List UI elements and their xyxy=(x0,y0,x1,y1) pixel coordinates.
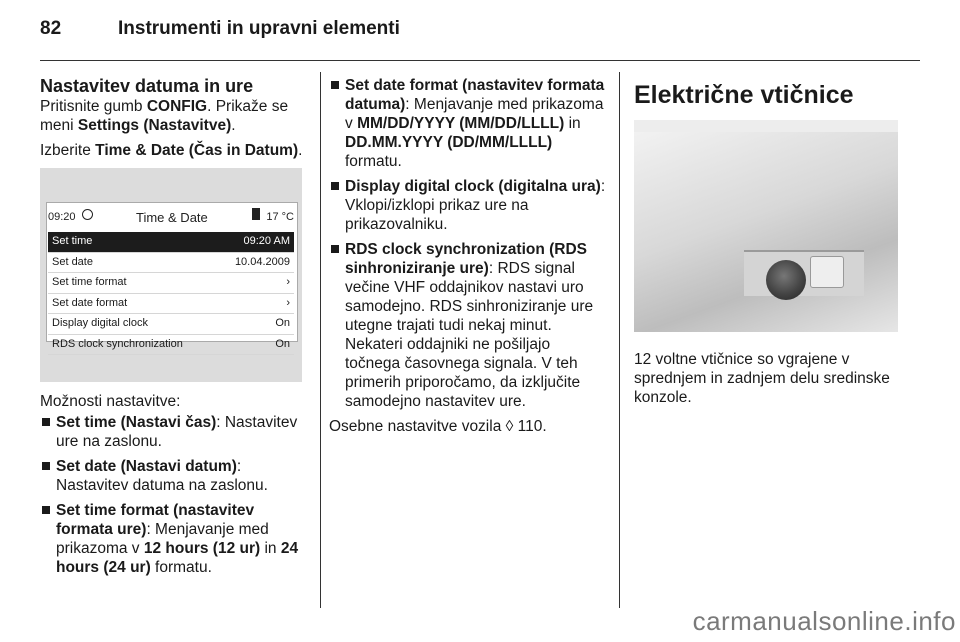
column-1 xyxy=(40,76,306,583)
socket-caption: 12 voltne vtičnice so vgrajene v sprednjem in zadnjem delu sredinske konzole. xyxy=(634,351,890,406)
page-header xyxy=(40,14,920,50)
list-item: Display digital clock (digitalna ura): Vklopi/izklopi prikaz ure na prikazovalniku. xyxy=(329,177,607,234)
list-item: Set time (Nastavi čas): Nastavitev ure na zaslonu. xyxy=(40,413,306,451)
chevron-right-icon: › xyxy=(286,276,290,288)
page-number: 82 xyxy=(40,18,62,39)
watermark: carmanualsonline.info xyxy=(692,606,956,636)
options-list xyxy=(40,413,306,577)
menu-row-set-time-format: Set time format › xyxy=(48,273,294,294)
section-heading-date-time: Nastavitev datuma in ure xyxy=(40,76,254,96)
socket-cap xyxy=(810,256,844,288)
display-menu xyxy=(48,232,294,355)
display-time: 09:20 xyxy=(48,211,76,223)
reference-page[interactable]: 110. xyxy=(513,418,547,435)
header-rule xyxy=(40,60,920,61)
list-item: RDS clock synchronization (RDS sinhroniziranje ure): RDS signal večine VHF oddajnikov nastavi uro samodejno. RDS sinhroniziranje ure utegne trajati tudi nekaj minut. Nekateri oddajniki ne pošiljajo točnega časovnega signala. V teh primerih priporočamo, da izključite samodejno nastavitev ure. xyxy=(329,240,607,411)
reference-arrow-icon: ◊ xyxy=(505,418,514,435)
display-screenshot xyxy=(40,168,302,382)
paragraph-select: Izberite Time & Date (Čas in Datum). xyxy=(40,142,303,159)
display-status-bar xyxy=(48,208,294,228)
options-title: Možnosti nastavitve: xyxy=(40,393,181,410)
column-2 xyxy=(329,76,607,436)
thermometer-icon xyxy=(252,208,260,220)
column-3 xyxy=(634,76,924,407)
column-divider-2 xyxy=(619,72,620,608)
menu-row-set-time: Set time 09:20 AM xyxy=(48,232,294,253)
clock-icon xyxy=(82,209,93,220)
display-temperature: 17 °C xyxy=(266,211,294,223)
menu-row-set-date-format: Set date format › xyxy=(48,294,294,315)
list-item: Set time format (nastavitev formata ure): Menjavanje med prikazoma v 12 hours (12 ur) in 24 hours (24 ur) formatu. xyxy=(40,501,306,577)
cross-reference: Osebne nastavitve vozila ◊ 110. xyxy=(329,418,547,435)
socket-icon xyxy=(766,260,806,300)
menu-row-display-digital-clock: Display digital clock On xyxy=(48,314,294,335)
column-divider-1 xyxy=(320,72,321,608)
chapter-title: Instrumenti in upravni elementi xyxy=(118,18,400,39)
chevron-right-icon: › xyxy=(286,296,290,309)
display-title: Time & Date xyxy=(136,210,208,225)
options-list-continued xyxy=(329,76,607,411)
paragraph-config: Pritisnite gumb CONFIG. Prikaže se meni Settings (Nastavitve). xyxy=(40,98,289,134)
list-item: Set date (Nastavi datum): Nastavitev datuma na zaslonu. xyxy=(40,457,306,495)
section-heading-sockets: Električne vtičnice xyxy=(634,81,854,109)
list-item: Set date format (nastavitev formata datuma): Menjavanje med prikazoma v MM/DD/YYYY (MM/DD/LLLL) in DD.MM.YYYY (DD/MM/LLLL) formatu. xyxy=(329,76,607,171)
power-socket-photo xyxy=(634,120,898,332)
menu-row-set-date: Set date 10.04.2009 xyxy=(48,253,294,274)
menu-row-rds-clock-sync: RDS clock synchronization On xyxy=(48,335,294,356)
